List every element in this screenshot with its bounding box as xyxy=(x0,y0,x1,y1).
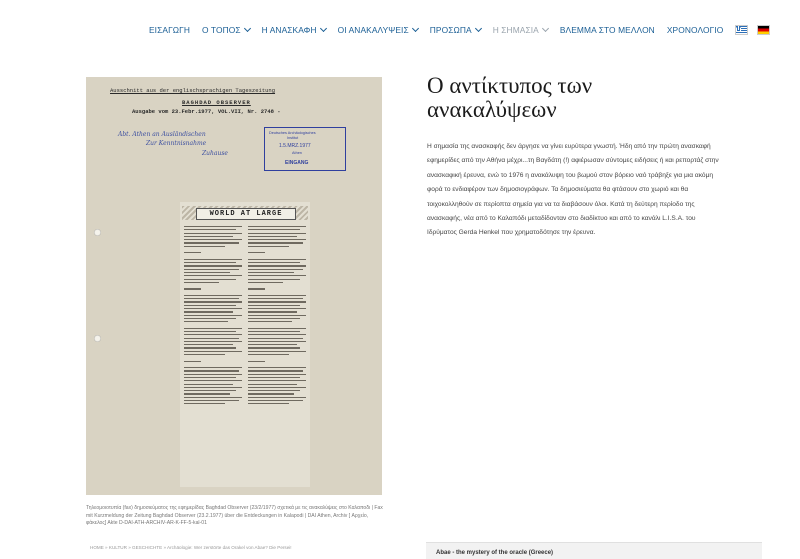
nav-item-people[interactable] xyxy=(430,25,481,35)
greek-flag-icon[interactable] xyxy=(735,25,748,35)
breadcrumb: HOME » KULTUR » GESCHICHTE » Archäologie: Wer zerstörte das Orakel von Abae? Die Persei! xyxy=(90,545,292,550)
german-flag-icon[interactable] xyxy=(757,25,770,35)
clipping-text-line xyxy=(248,370,303,371)
newspaper-fax-image xyxy=(86,77,382,495)
clipping-text-line xyxy=(248,275,306,276)
chevron-down-icon xyxy=(542,25,549,32)
clipping-text-line xyxy=(248,374,306,375)
clipping-text-line xyxy=(248,334,306,335)
clipping-text-line xyxy=(184,242,239,243)
main-menu xyxy=(149,25,779,35)
clipping-text-line xyxy=(184,279,236,280)
clipping-text-line xyxy=(184,331,236,332)
nav-label: ΒΛΕΜΜΑ ΣΤΟ ΜΕΛΛΟΝ xyxy=(559,25,655,35)
clipping-text-line xyxy=(248,262,300,263)
clipping-text-line xyxy=(184,311,233,312)
clipping-text-line xyxy=(248,298,303,299)
archive-stamp xyxy=(264,127,346,171)
clipping-text-line xyxy=(184,305,236,306)
clipping-text-line xyxy=(248,318,300,319)
clipping-text-line xyxy=(248,279,300,280)
clipping-text-line xyxy=(248,338,303,339)
clipping-text-line xyxy=(184,338,239,339)
stamp-line: Athen xyxy=(292,151,302,155)
clipping-text-line xyxy=(248,393,294,394)
clipping-text-line xyxy=(248,239,306,240)
nav-label: ΟΙ ΑΝΑΚΑΛΥΨΕΙΣ xyxy=(337,25,409,35)
nav-label: Ο ΤΟΠΟΣ xyxy=(202,25,241,35)
handwritten-note: Abt. Athen an Ausländischen xyxy=(118,131,206,138)
clipping-text-line xyxy=(184,370,239,371)
clipping-text-line xyxy=(248,259,306,260)
clipping-text-line xyxy=(184,259,242,260)
clipping-text-line xyxy=(248,321,292,322)
chevron-down-icon xyxy=(412,25,419,32)
clipping-text-line xyxy=(184,403,225,404)
nav-label: Η ΣΗΜΑΣΙΑ xyxy=(492,25,539,35)
clipping-text-line xyxy=(248,367,306,368)
clipping-text-line xyxy=(184,236,233,237)
clipping-text-line xyxy=(248,390,300,391)
clipping-text-line xyxy=(248,305,300,306)
nav-item-place[interactable] xyxy=(202,25,250,35)
stamp-line: EINGANG xyxy=(285,160,309,166)
clipping-text-line xyxy=(184,318,236,319)
clipping-text-line xyxy=(184,321,228,322)
document-paper-name: BAGHDAD OBSERVER xyxy=(182,99,251,106)
clipping-text-line xyxy=(184,390,236,391)
clipping-text-line xyxy=(248,269,303,270)
clipping-text-line xyxy=(184,397,242,398)
top-navigation xyxy=(0,0,800,60)
clipping-text-line xyxy=(184,282,219,283)
clipping-text-line xyxy=(184,239,242,240)
clipping-text-line xyxy=(184,275,242,276)
clipping-column-left xyxy=(184,226,242,406)
clipping-text-line xyxy=(184,380,242,381)
related-video-title: Abae - the mystery of the oracle (Greece) xyxy=(436,550,554,556)
clipping-text-line xyxy=(184,269,239,270)
chevron-down-icon xyxy=(475,25,482,32)
clipping-text-line xyxy=(248,295,306,296)
clipping-text-line xyxy=(248,236,297,237)
nav-item-excavation[interactable] xyxy=(262,25,326,35)
clipping-text-line xyxy=(248,380,306,381)
nav-item-discoveries[interactable] xyxy=(338,25,418,35)
clipping-text-line xyxy=(184,377,236,378)
related-video-card[interactable] xyxy=(426,542,762,559)
clipping-text-line xyxy=(184,315,242,316)
clipping-text-line xyxy=(184,384,233,385)
breadcrumb-geschichte[interactable]: GESCHICHTE xyxy=(132,545,163,550)
clipping-text-line xyxy=(248,282,283,283)
clipping-banner xyxy=(182,206,308,220)
clipping-column-right xyxy=(248,226,306,406)
clipping-text-line xyxy=(248,397,306,398)
clipping-text-line xyxy=(248,242,303,243)
document-issue-line: Ausgabe vom 23.Febr.1977, VOL.VII, Nr. 2748 - xyxy=(132,108,281,115)
clipping-text-line xyxy=(184,393,230,394)
clipping-text-line xyxy=(184,328,242,329)
clipping-text-line xyxy=(248,351,306,352)
document-header-line: Ausschnitt aus der englischsprachigen Tageszeitung xyxy=(110,87,276,94)
clipping-text-line xyxy=(248,403,289,404)
clipping-text-line xyxy=(184,298,239,299)
clipping-text-line xyxy=(184,344,233,345)
punch-hole xyxy=(94,229,101,236)
clipping-text-line xyxy=(248,265,306,266)
breadcrumb-home[interactable]: HOME xyxy=(90,545,104,550)
page-title: Ο αντίκτυπος των ανακαλύψεων xyxy=(427,73,593,122)
clipping-text-line xyxy=(184,246,225,247)
clipping-text-line xyxy=(248,288,265,289)
nav-label: ΧΡΟΝΟΛΟΓΙΟ xyxy=(666,25,724,35)
clipping-text-line xyxy=(184,361,201,362)
clipping-text-line xyxy=(184,233,242,234)
image-caption: Τηλεομοιοτυπία (fax) δημοσιεύματος της εφημερίδας Baghdad Observer (23/2/1977) σχετικά με τις ανακαλύψεις στο Καλαποδι | Fax mit Kurzmeldung der Zeitung Baghdad Observer (23.2.1977) über die Entdeckungen in Kalapodi | DAI Athen, Archiv [ Αρχείο, φάκελος] Akte D-DAI-ATH-ARCHIV-AR-K-FF-5-kal-01 xyxy=(86,505,383,527)
breadcrumb-current: Archäologie: Wer zerstörte das Orakel von Abae? Die Persei! xyxy=(167,545,292,550)
clipping-text-line xyxy=(184,351,242,352)
clipping-text-line xyxy=(248,229,300,230)
stamp-line: Institut xyxy=(287,136,299,140)
clipping-text-line xyxy=(184,354,225,355)
clipping-text-line xyxy=(248,400,303,401)
clipping-text-line xyxy=(248,233,306,234)
clipping-text-line xyxy=(248,252,265,253)
clipping-text-line xyxy=(184,308,242,309)
handwritten-note: Zuhause xyxy=(202,150,228,157)
clipping-text-line xyxy=(248,308,306,309)
clipping-text-line xyxy=(184,272,230,273)
clipping-text-line xyxy=(184,341,242,342)
clipping-title: WORLD AT LARGE xyxy=(196,208,296,220)
clipping-text-line xyxy=(248,387,306,388)
nav-item-future[interactable] xyxy=(560,25,655,35)
clipping-text-line xyxy=(184,374,242,375)
nav-label: ΠΡΟΣΩΠΑ xyxy=(429,25,472,35)
nav-item-significance[interactable] xyxy=(493,25,548,35)
stamp-line: 1.5.MRZ.1977 xyxy=(279,143,311,149)
stamp-line: Deutsches Archäologisches xyxy=(269,131,316,135)
clipping-text-line xyxy=(184,265,242,266)
nav-label: ΕΙΣΑΓΩΓΗ xyxy=(149,25,191,35)
clipping-text-line xyxy=(184,226,242,227)
clipping-text-line xyxy=(248,246,289,247)
clipping-text-line xyxy=(184,229,236,230)
clipping-text-line xyxy=(184,262,236,263)
clipping-text-line xyxy=(248,301,306,302)
clipping-text-line xyxy=(248,347,300,348)
punch-hole xyxy=(94,335,101,342)
clipping-text-line xyxy=(248,341,306,342)
clipping-text-line xyxy=(248,226,306,227)
nav-item-timeline[interactable] xyxy=(667,25,723,35)
clipping-text-line xyxy=(184,347,236,348)
clipping-text-line xyxy=(248,384,297,385)
clipping-text-line xyxy=(248,344,297,345)
clipping-text-line xyxy=(248,328,306,329)
clipping-text-line xyxy=(248,354,289,355)
clipping-text-line xyxy=(184,252,201,253)
clipping-text-line xyxy=(248,311,297,312)
clipping-text-line xyxy=(184,295,242,296)
clipping-text-line xyxy=(184,301,242,302)
clipping-text-line xyxy=(248,361,265,362)
newspaper-clipping xyxy=(180,202,310,487)
chevron-down-icon xyxy=(244,25,251,32)
clipping-text-line xyxy=(248,331,300,332)
clipping-text-line xyxy=(184,387,242,388)
clipping-text-line xyxy=(184,367,242,368)
breadcrumb-kultur[interactable]: KULTUR xyxy=(108,545,127,550)
nav-item-introduction[interactable] xyxy=(149,25,190,35)
clipping-text-line xyxy=(248,315,306,316)
clipping-text-line xyxy=(248,377,300,378)
clipping-text-line xyxy=(184,334,242,335)
clipping-text-line xyxy=(248,272,294,273)
handwritten-note: Zur Kenntnisnahme xyxy=(146,140,207,147)
article-body: Η σημασία της ανασκαφής δεν άργησε να γίνει ευρύτερα γνωστή. Ήδη από την πρώτη ανασκαφή εφημερίδες από την Αθήνα μέχρι...τη Βαγδάτη (!) αφιέρωσαν σύντομες ειδήσεις ή και ρεπορτάζ στην ανασκαφική έρευνα, ενώ το 1976 η ανακάλυψη του βωμού στον βόρειο ναό τράβηξε για μια ακόμη φορά το ενδιαφέρον των δημοσιογράφων. Τα δημοσιεύματα θα φτάσουν στο χωριό και θα τοιχοκολληθούν σε περίοπτα σημεία για να τα διαβάσουν όλοι. Κατά τη δεύτερη περίοδο της ανασκαφής, νέα από το Καλαπόδι μεταδίδονταν στο διαδίκτυο και από το κανάλι L.I.S.A. του Ιδρύματος Gerda Henkel που χρηματοδότησε την έρευνα. xyxy=(427,143,719,237)
chevron-down-icon xyxy=(320,25,327,32)
nav-label: Η ΑΝΑΣΚΑΦΗ xyxy=(261,25,317,35)
clipping-text-line xyxy=(184,400,239,401)
clipping-text-line xyxy=(184,288,201,289)
